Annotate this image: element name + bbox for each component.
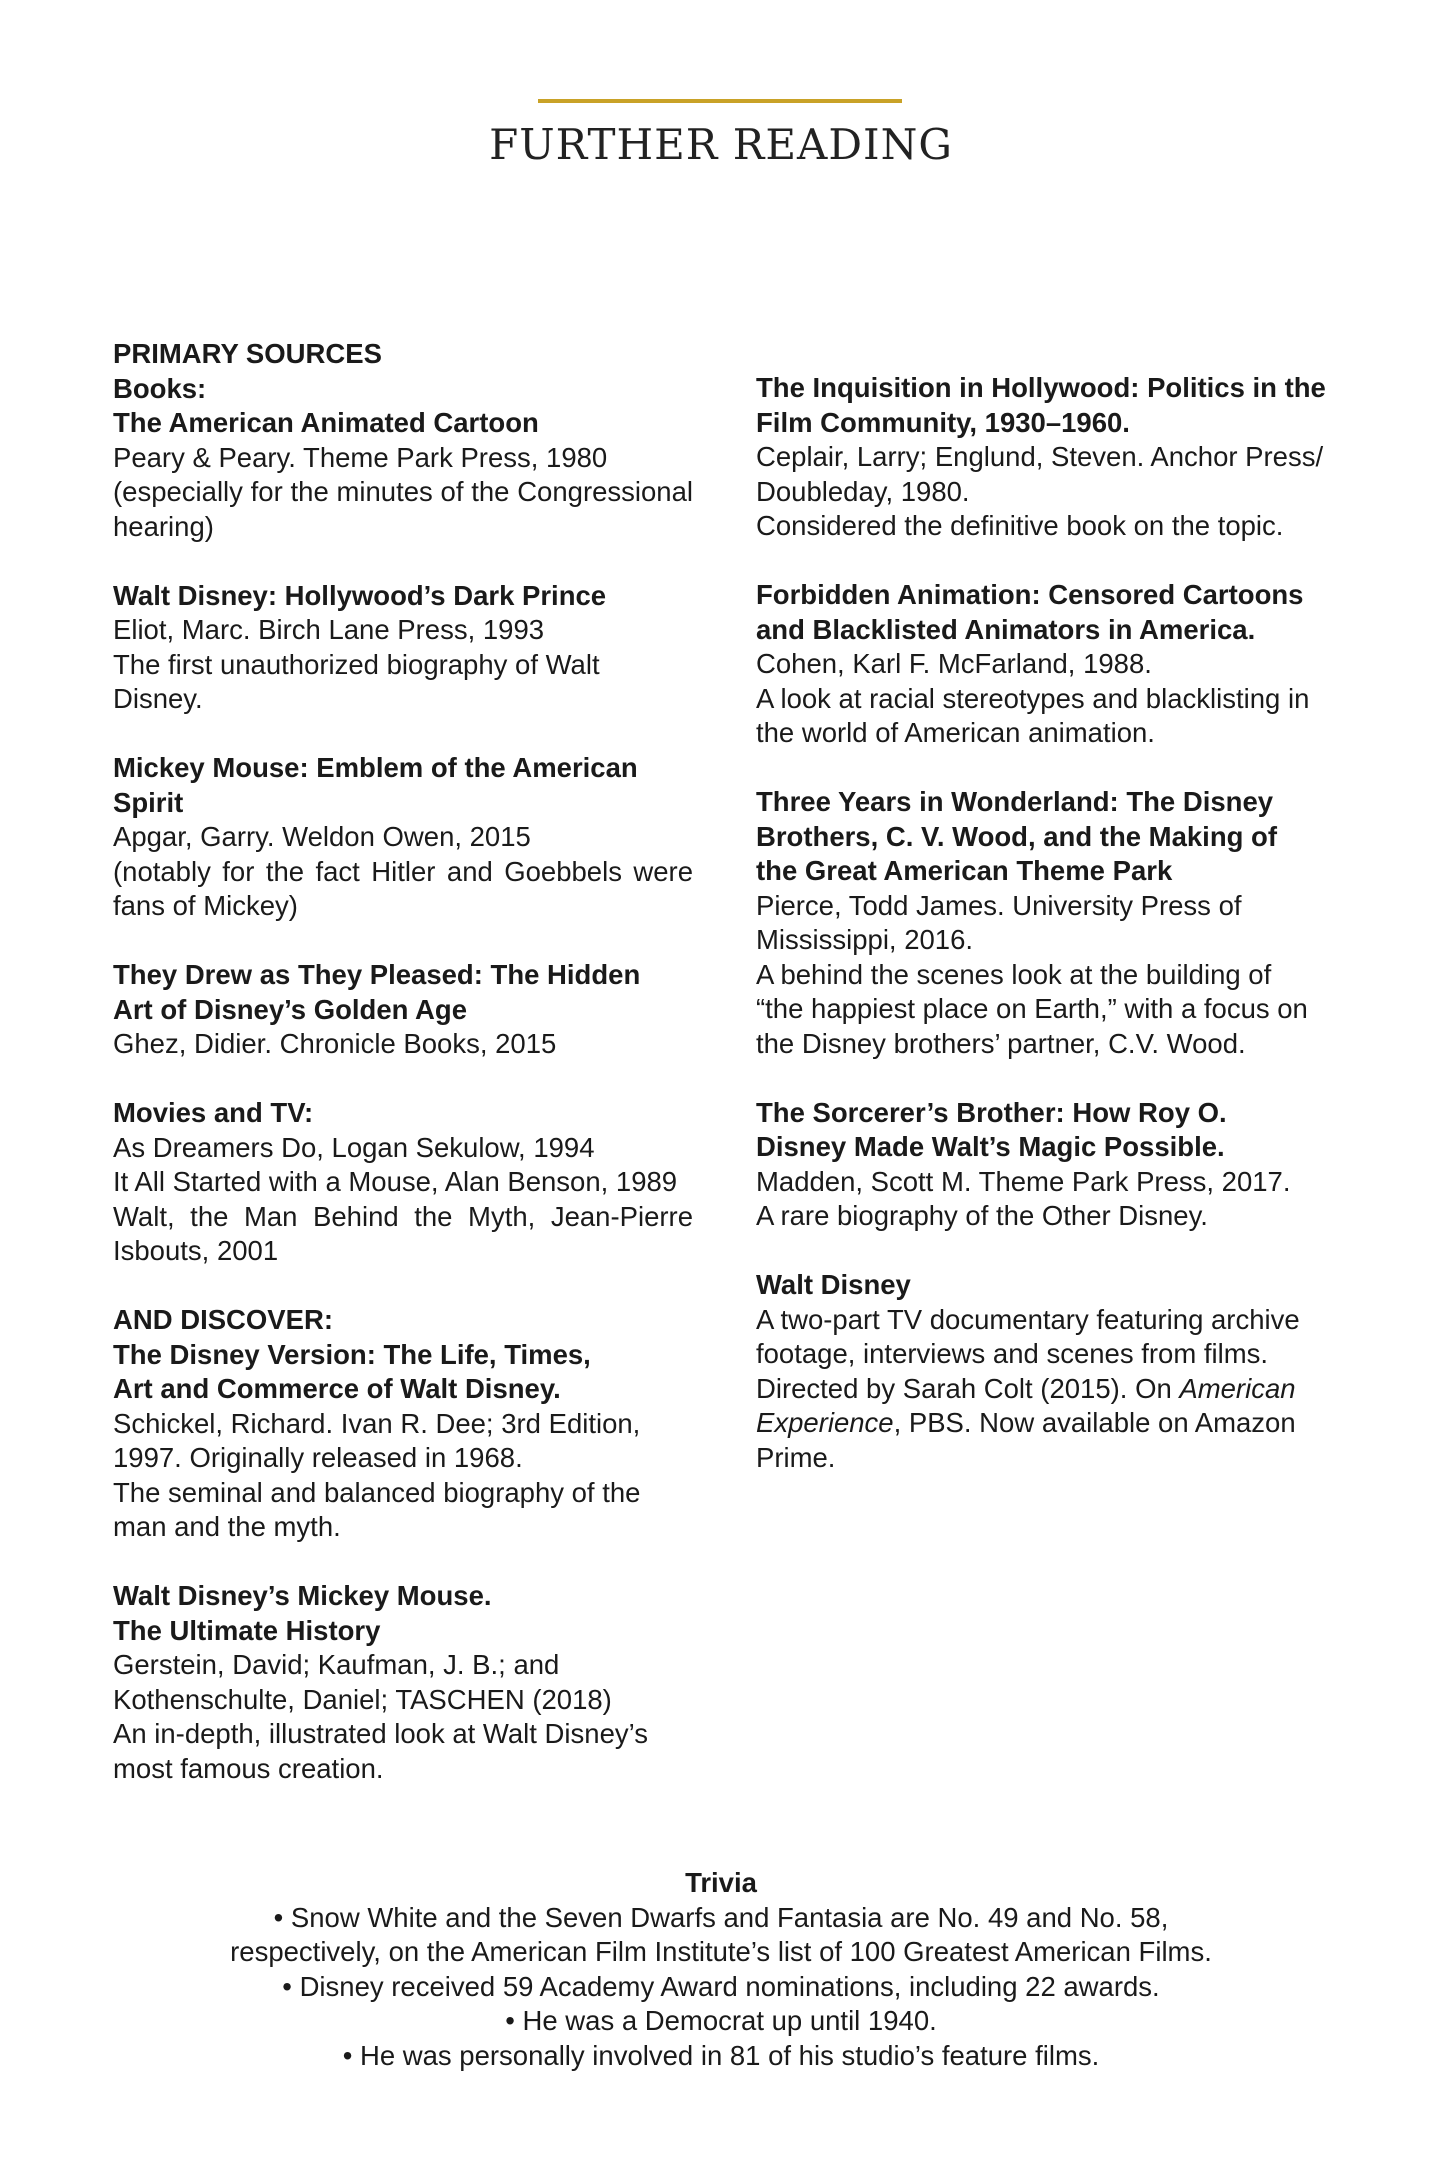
reference-entry [113,958,693,1062]
entry-title: Disney Made Walt’s Magic Possible. [756,1131,1225,1162]
reference-entry [113,579,693,717]
books-heading: Books: [113,372,207,404]
entry-title: The Ultimate History [113,1614,381,1646]
trivia-line: • Snow White and the Seven Dwarfs and Fantasia are No. 49 and No. 58, [273,1901,1169,1933]
reference-entry [756,578,1346,751]
reference-entry [756,1096,1346,1234]
entry-title: Walt Disney: Hollywood’s Dark Prince [113,579,607,611]
entry-line: Ghez, Didier. Chronicle Books, 2015 [113,1028,557,1059]
reference-entry [113,1579,693,1786]
page-title: FURTHER READING [489,120,953,169]
entry-line: Schickel, Richard. Ivan R. Dee; 3rd Edition, [113,1407,641,1439]
reference-entry [113,1338,693,1545]
italic-text: American [1179,1372,1296,1404]
entry-title: The Sorcerer’s Brother: How Roy O. [756,1096,1227,1128]
entry-line: Prime. [756,1441,836,1473]
italic-text: Experience [756,1407,894,1438]
reference-entry [756,371,1346,544]
entry-line: Pierce, Todd James. University Press of [756,889,1242,921]
entry-line: Cohen, Karl F. McFarland, 1988. [756,648,1152,679]
entry-title: Brothers, C. V. Wood, and the Making of [756,820,1278,852]
entry-line: Madden, Scott M. Theme Park Press, 2017. [756,1165,1291,1197]
primary-sources-heading: PRIMARY SOURCES [113,338,382,369]
entry-title: the Great American Theme Park [756,855,1173,886]
entry-line: The seminal and balanced biography of the [113,1476,641,1508]
entry-title: The Disney Version: The Life, Times, [113,1338,591,1370]
entry-line: Peary & Peary. Theme Park Press, 1980 [113,441,608,473]
entry-line: Ceplair, Larry; Englund, Steven. Anchor Press/ [756,441,1324,472]
entry-line: Gerstein, David; Kaufman, J. B.; and [113,1649,560,1680]
entry-line: Kothenschulte, Daniel; TASCHEN (2018) [113,1683,612,1715]
entry-line [756,1406,1346,1441]
entry-text: , PBS. Now available on Amazon [893,1407,1296,1438]
entry-title: Walt Disney’s Mickey Mouse. [113,1580,492,1611]
title-accent-rule [538,99,902,103]
entry-line: (notably for the fact Hitler and Goebbels were fans of Mickey) [113,855,693,921]
entry-line: “the happiest place on Earth,” with a focus on [756,993,1308,1024]
entry-title: Art and Commerce of Walt Disney. [113,1373,561,1404]
entry-line: footage, interviews and scenes from films. [756,1338,1269,1369]
entry-line: the Disney brothers’ partner, C.V. Wood. [756,1027,1246,1059]
entry-title: The Inquisition in Hollywood: Politics in the [756,372,1326,403]
movie-line: Walt, the Man Behind the Myth, Jean-Pierre Isbouts, 2001 [113,1200,693,1266]
movie-line: As Dreamers Do, Logan Sekulow, 1994 [113,1131,595,1163]
entry-title: Walt Disney [756,1269,911,1300]
entry-line: The first unauthorized biography of Walt Disney. [113,648,600,714]
entry-line: A behind the scenes look at the building of [756,958,1272,990]
entry-line: the world of American animation. [756,717,1155,748]
reference-entry [113,751,693,924]
right-column [756,371,1346,1475]
trivia-heading: Trivia [685,1867,757,1898]
trivia-line: respectively, on the American Film Institute’s list of 100 Greatest American Films. [230,1936,1212,1967]
entry-title: Film Community, 1930–1960. [756,406,1130,438]
entry-title: and Blacklisted Animators in America. [756,613,1256,645]
left-column [113,337,693,1786]
entry-title: They Drew as They Pleased: The Hidden [113,959,641,990]
trivia-section [0,1866,1442,2073]
movie-line: It All Started with a Mouse, Alan Benson, 1989 [113,1166,678,1197]
entry-line: A two-part TV documentary featuring archive [756,1303,1300,1335]
entry-title: Art of Disney’s Golden Age [113,993,467,1025]
entry-line: (especially for the minutes of the Congressional hearing) [113,476,693,542]
entry-line: 1997. Originally released in 1968. [113,1442,523,1473]
trivia-line: • He was personally involved in 81 of his studio’s feature films. [342,2039,1100,2071]
entry-line: A rare biography of the Other Disney. [756,1200,1208,1231]
entry-line: Doubleday, 1980. [756,475,970,507]
entry-line: Eliot, Marc. Birch Lane Press, 1993 [113,614,545,645]
entry-line: An in-depth, illustrated look at Walt Disney’s [113,1718,648,1749]
entry-line: A look at racial stereotypes and blacklisting in [756,682,1310,714]
movies-section [113,1096,693,1269]
entry-title: Three Years in Wonderland: The Disney [756,786,1274,817]
discover-heading: AND DISCOVER: [113,1304,334,1335]
entry-line: Considered the definitive book on the topic. [756,510,1284,541]
entry-line: Mississippi, 2016. [756,924,974,955]
entry-line: most famous creation. [113,1752,384,1784]
documentary-entry [756,1268,1346,1475]
reference-entry [756,785,1346,1061]
entry-title: The American Animated Cartoon [113,407,539,438]
entry-line [756,1372,1346,1407]
trivia-line: • Disney received 59 Academy Award nominations, including 22 awards. [282,1970,1160,2002]
entry-line: man and the myth. [113,1511,341,1542]
entry-text: Directed by Sarah Colt (2015). On [756,1372,1180,1404]
trivia-line: • He was a Democrat up until 1940. [505,2005,937,2036]
entry-line: Apgar, Garry. Weldon Owen, 2015 [113,821,531,852]
entry-title: Mickey Mouse: Emblem of the American Spirit [113,752,638,818]
entry-title: Forbidden Animation: Censored Cartoons [756,579,1304,610]
reference-entry [113,406,693,544]
movies-heading: Movies and TV: [113,1097,314,1128]
